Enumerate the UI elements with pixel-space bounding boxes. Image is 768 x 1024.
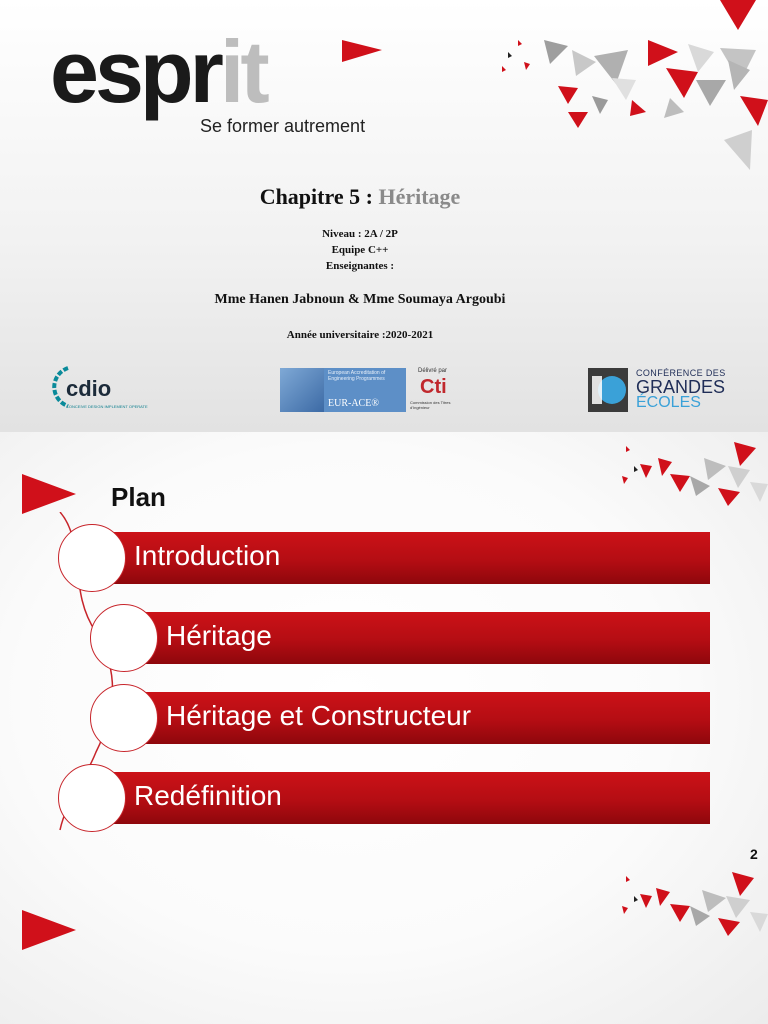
eur-ace-logo <box>280 368 451 412</box>
esprit-wordmark-light: it <box>219 22 266 121</box>
chapter-title <box>0 184 720 210</box>
cge-emblem-icon <box>588 368 628 412</box>
cdio-name: cdio <box>66 376 112 401</box>
title-slide <box>0 0 768 432</box>
plan-item-label: Redéfinition <box>134 780 282 811</box>
authors-text: Mme Hanen Jabnoun & Mme Soumaya Argoubi <box>214 292 506 307</box>
teachers-label: Enseignantes : <box>325 260 395 272</box>
plan-item-bullet <box>58 524 126 592</box>
eu-stars-icon <box>280 368 324 412</box>
plan-slide <box>0 432 768 1024</box>
eur-ace-description: European Accreditation of Engineering Programmes <box>328 370 386 382</box>
plan-heading: Plan <box>111 482 166 512</box>
eur-ace-name: EUR-ACE® <box>328 398 379 409</box>
decorative-triangles-icon <box>610 436 768 516</box>
plan-item-label: Introduction <box>134 540 281 571</box>
cdio-tagline: CONCEIVE DESIGN IMPLEMENT OPERATE <box>66 404 148 409</box>
cge-line1: CONFÉRENCE DES <box>636 368 726 378</box>
plan-item-heritage-constructeur[interactable] <box>118 692 710 744</box>
plan-item-bullet <box>58 764 126 832</box>
esprit-wordmark-dark: espr <box>50 22 220 121</box>
chapter-label: Chapitre 5 : <box>259 184 379 209</box>
cge-logo <box>588 366 738 414</box>
plan-item-bullet <box>90 604 158 672</box>
esprit-logo <box>50 22 390 144</box>
delivered-by-text: Délivré par <box>418 368 448 374</box>
cti-logo: Cti <box>420 376 447 398</box>
cti-description: Commission des Titres d'Ingénieur <box>410 400 451 410</box>
cge-line3: ÉCOLES <box>636 394 701 411</box>
plan-item-redefinition[interactable] <box>86 772 710 824</box>
chapter-subject: Héritage <box>378 184 461 209</box>
red-flag-icon <box>22 474 76 514</box>
eur-ace-panel <box>324 368 406 412</box>
cge-line2: GRANDES <box>636 377 726 397</box>
team-text: Equipe C++ <box>331 244 389 256</box>
esprit-wordmark <box>50 22 266 121</box>
decorative-triangles-icon <box>612 868 768 948</box>
plan-item-bullet <box>90 684 158 752</box>
plan-item-label: Héritage <box>166 620 272 651</box>
esprit-tagline: Se former autrement <box>200 116 366 136</box>
plan-item-heritage[interactable] <box>118 612 710 664</box>
red-flag-icon <box>22 910 76 950</box>
academic-year-text: Année universitaire :2020-2021 <box>286 329 434 341</box>
decorative-triangles-icon <box>488 0 768 180</box>
red-flag-icon <box>342 40 382 62</box>
page-number: 2 <box>750 846 758 862</box>
plan-item-introduction[interactable] <box>86 532 710 584</box>
level-text: Niveau : 2A / 2P <box>322 228 398 240</box>
cdio-logo <box>48 362 168 414</box>
plan-item-label: Héritage et Constructeur <box>166 700 472 731</box>
